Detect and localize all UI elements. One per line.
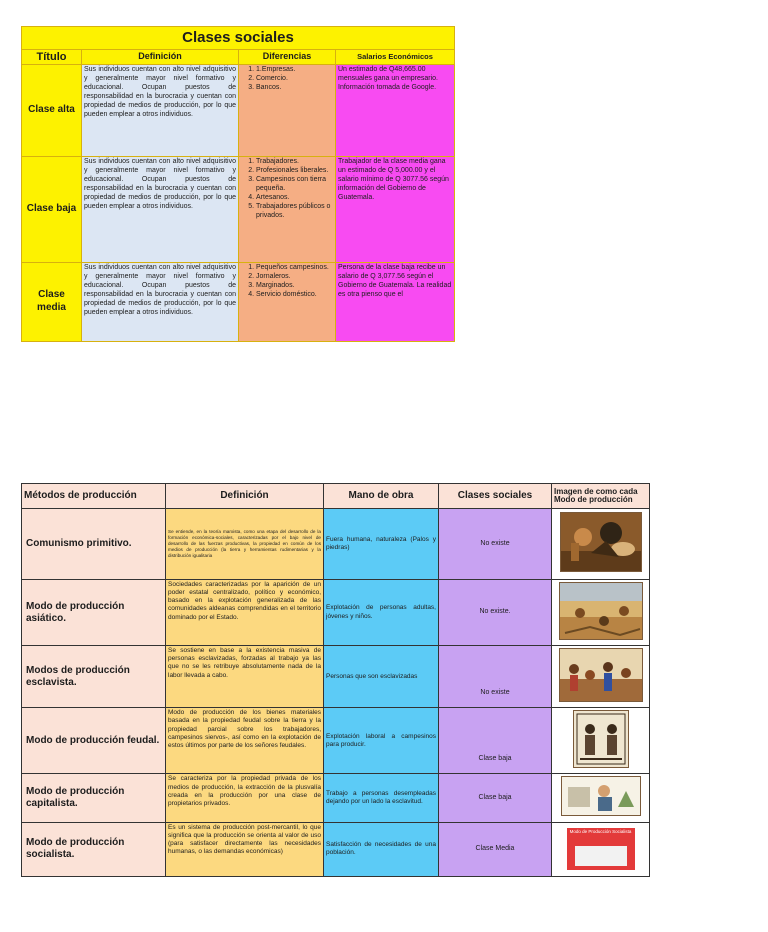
table-row [22,646,650,708]
classes-cell: No existe [439,509,552,580]
painting-slavery-icon [559,648,643,702]
method-cell: Modos de producción esclavista. [22,646,166,708]
painting-asian-fieldwork-icon [559,582,643,640]
header-definicion: Definición [82,50,239,65]
header-salarios: Salarios Económicos [336,50,455,65]
table-row [22,509,650,580]
image-cell [552,822,650,876]
method-cell: Modo de producción asiático. [22,580,166,646]
list-item: 2. Profesionales liberales. [256,167,333,176]
method-cell: Comunismo primitivo. [22,509,166,580]
header-imagen: Imagen de como cada Modo de producción [552,484,650,509]
image-cell [552,774,650,822]
classes-cell: No existe. [439,580,552,646]
engraving-feudal-icon [573,710,629,768]
painting-primitive-tribe-icon [560,512,642,572]
list-item: 1. Trabajadores. [256,158,333,167]
list-item: 3. Bancos. [256,84,333,93]
header-clases-sociales: Clases sociales [439,484,552,509]
table-row [22,157,455,263]
labor-cell: Fuera humana, naturaleza (Palos y piedras) [324,509,439,580]
social-classes-table [21,26,455,342]
row-label: Clase alta [22,65,82,157]
table-row [22,580,650,646]
list-item: 1. 1.Empresas. [256,66,333,75]
differences-cell [239,65,336,157]
labor-cell: Explotación laboral a campesinos para producir. [324,708,439,774]
socialist-mode-card [567,828,635,870]
classes-cell: Clase Media [439,822,552,876]
labor-cell: Explotación de personas adultas, jóvenes y niños. [324,580,439,646]
classes-cell: No existe [439,646,552,708]
labor-cell: Trabajo a personas desempleadas dejando por un lado la esclavitud. [324,774,439,822]
definition-cell: Sociedades caracterizadas por la aparición de un poder estatal centralizado, político y económico, basado en la explotación generalizada de las comunidades aldeanas comprendidas en el territorio dominado por el Estado. [166,580,324,646]
list-item: 3. Campesinos con tierra pequeña. [256,176,333,194]
social-classes-title: Clases sociales [22,27,455,50]
classes-cell: Clase baja [439,708,552,774]
header-titulo: Título [22,50,82,65]
differences-cell [239,157,336,263]
definition-cell: Sus individuos cuentan con alto nivel adquisitivo y generalmente mayor nivel formativo y educacional. Ocupan puestos de responsabilidad en la burocracia y cuentan con propiedad de medios de producción, por lo que pueden emplear a otros individuos. [82,157,239,263]
row-label: Clase media [22,263,82,342]
salary-cell: Persona de la clase baja recibe un salario de Q 3,077.56 según el Gobierno de Guatemala. La realidad es otra pienso que el [336,263,455,342]
table-row [22,263,455,342]
header-diferencias: Diferencias [239,50,336,65]
image-cell [552,580,650,646]
method-cell: Modo de producción feudal. [22,708,166,774]
definition-cell: Se entiende, en la teoría marxista, como una etapa del desarrollo de la formación económica-sociales, caracterizadas por el bajo nivel de desarrollo de las fuerzas productivas, la propiedad en común de los medios de producción (la tierra y herramientas rudimentarias y la distribución igualitaria [166,509,324,580]
workers-illustration-icon [575,846,627,866]
table-row [22,65,455,157]
list-item: 2. Jornaleros. [256,273,333,282]
list-item: 5. Trabajadores públicos o privados. [256,203,333,221]
salary-cell: Trabajador de la clase media gana un estimado de Q 5,000.00 y el salario mínimo de Q 3077.56 según información del Gobierno de Guatemala. [336,157,455,263]
image-cell [552,708,650,774]
labor-cell: Satisfacción de necesidades de una población. [324,822,439,876]
definition-cell: Es un sistema de producción post-mercantil, lo que significa que la producción se orienta al valor de uso (para satisfacer directamente las necesidades humanas, o las demandas económicas) [166,822,324,876]
header-metodos: Métodos de producción [22,484,166,509]
salary-cell: Un estimado de Q48,665.00 mensuales gana un empresario. Información tomada de Google. [336,65,455,157]
definition-cell: Sus individuos cuentan con alto nivel adquisitivo y generalmente mayor nivel formativo y educacional. Ocupan puestos de responsabilidad en la burocracia y cuentan con propiedad de medios de producción, por lo que pueden emplear a otros individuos. [82,263,239,342]
row-label: Clase baja [22,157,82,263]
definition-cell: Se sostiene en base a la existencia masiva de personas esclavizadas, forzadas al trabajo ya las que no se les retribuye absolutamente nada de la labor llevada a cabo. [166,646,324,708]
image-cell [552,646,650,708]
header-definicion: Definición [166,484,324,509]
definition-cell: Se caracteriza por la propiedad privada de los medios de producción, la extracción de la plusvalía creada en la producción por una clase de propietarios privados. [166,774,324,822]
header-mano-de-obra: Mano de obra [324,484,439,509]
socialist-mode-caption: Modo de Producción Socialista [569,829,632,834]
table-row [22,708,650,774]
table-row [22,774,650,822]
classes-cell: Clase baja [439,774,552,822]
labor-cell: Personas que son esclavizadas [324,646,439,708]
list-item: 4. Artesanos. [256,194,333,203]
list-item: 4. Servicio doméstico. [256,291,333,300]
list-item: 2. Comercio. [256,75,333,84]
list-item: 3. Marginados. [256,282,333,291]
image-cell [552,509,650,580]
cartoon-capitalist-icon [561,776,641,816]
definition-cell: Modo de producción de los bienes materiales basada en la propiedad feudal sobre la tierra y la propiedad parcial sobre los trabajadores, campesinos siervos-, así como en la explotación de estos últimos por parte de los señores feudales. [166,708,324,774]
method-cell: Modo de producción socialista. [22,822,166,876]
definition-cell: Sus individuos cuentan con alto nivel adquisitivo y generalmente mayor nivel formativo y educacional. Ocupan puestos de responsabilidad en la burocracia y cuentan con propiedad de medios de producción, por lo que pueden emplear a otros individuos. [82,65,239,157]
differences-cell [239,263,336,342]
list-item: 1. Pequeños campesinos. [256,264,333,273]
table-row [22,822,650,876]
production-modes-table [21,483,650,877]
method-cell: Modo de producción capitalista. [22,774,166,822]
